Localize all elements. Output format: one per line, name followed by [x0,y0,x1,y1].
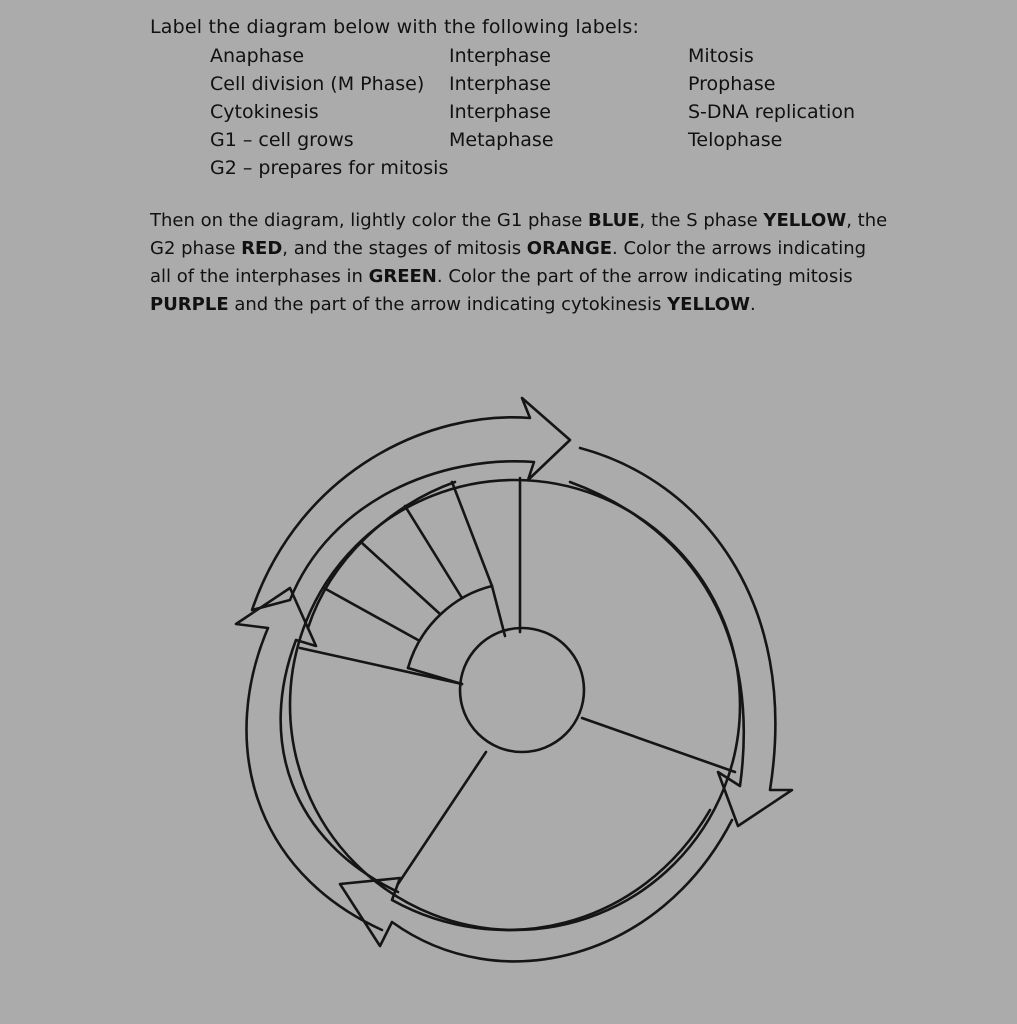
label-prophase: Prophase [688,73,776,95]
instr-text: . Color the arrows indicating all of the interphases in [150,238,867,287]
label-column-3 [688,42,855,154]
mitosis-divider-5 [492,586,505,636]
spoke-right [582,718,735,772]
arrow-bottom [340,810,732,961]
color-word-purple: PURPLE [150,294,229,315]
coloring-instructions [150,207,890,319]
label-g1: G1 – cell grows [210,129,354,151]
instr-text: . Color the part of the arrow indicating mitosis [436,266,853,287]
label-s-dna: S-DNA replication [688,101,855,123]
cycle-arrows [236,398,792,961]
mitosis-divider-4 [452,482,492,586]
label-column-2 [449,42,554,154]
label-metaphase: Metaphase [449,129,554,151]
mitosis-divider-6 [408,668,462,684]
instr-text: . [749,294,756,315]
arrow-right [570,448,792,826]
instr-text: , the S phase [639,210,764,231]
label-anaphase: Anaphase [210,45,305,67]
spoke-left [300,648,462,684]
label-column-1 [210,42,448,182]
mitosis-divider-3 [405,506,462,598]
mitosis-divider-1 [324,588,418,640]
color-word-yellow: YELLOW [667,294,750,315]
instr-text: , and the stages of mitosis [282,238,527,259]
wheel-center-circle [460,628,584,752]
label-g2: G2 – prepares for mitosis [210,157,449,179]
spoke-bottom [398,752,486,884]
instruction-heading: Label the diagram below with the following labels: [150,16,640,38]
instr-text: , the G2 phase [150,210,888,259]
color-word-orange: ORANGE [526,238,613,259]
instr-text: and the part of the arrow indicating cytokinesis [228,294,668,315]
label-cell-division: Cell division (M Phase) [210,73,425,95]
label-cytokinesis: Cytokinesis [210,101,319,123]
label-interphase-2: Interphase [449,73,551,95]
label-interphase-3: Interphase [449,101,551,123]
label-interphase-1: Interphase [449,45,551,67]
instr-text: Then on the diagram, lightly color the G1 phase [150,210,589,231]
color-word-red: RED [241,238,283,259]
label-telophase: Telophase [688,129,783,151]
cycle-wheel [290,478,740,930]
color-word-yellow: YELLOW [763,210,847,231]
color-word-blue: BLUE [588,210,640,231]
color-word-green: GREEN [368,266,437,287]
mitosis-inner-arc [408,586,492,668]
mitosis-divider-2 [362,543,440,614]
cell-cycle-diagram [0,370,1017,1024]
label-mitosis: Mitosis [688,45,754,67]
